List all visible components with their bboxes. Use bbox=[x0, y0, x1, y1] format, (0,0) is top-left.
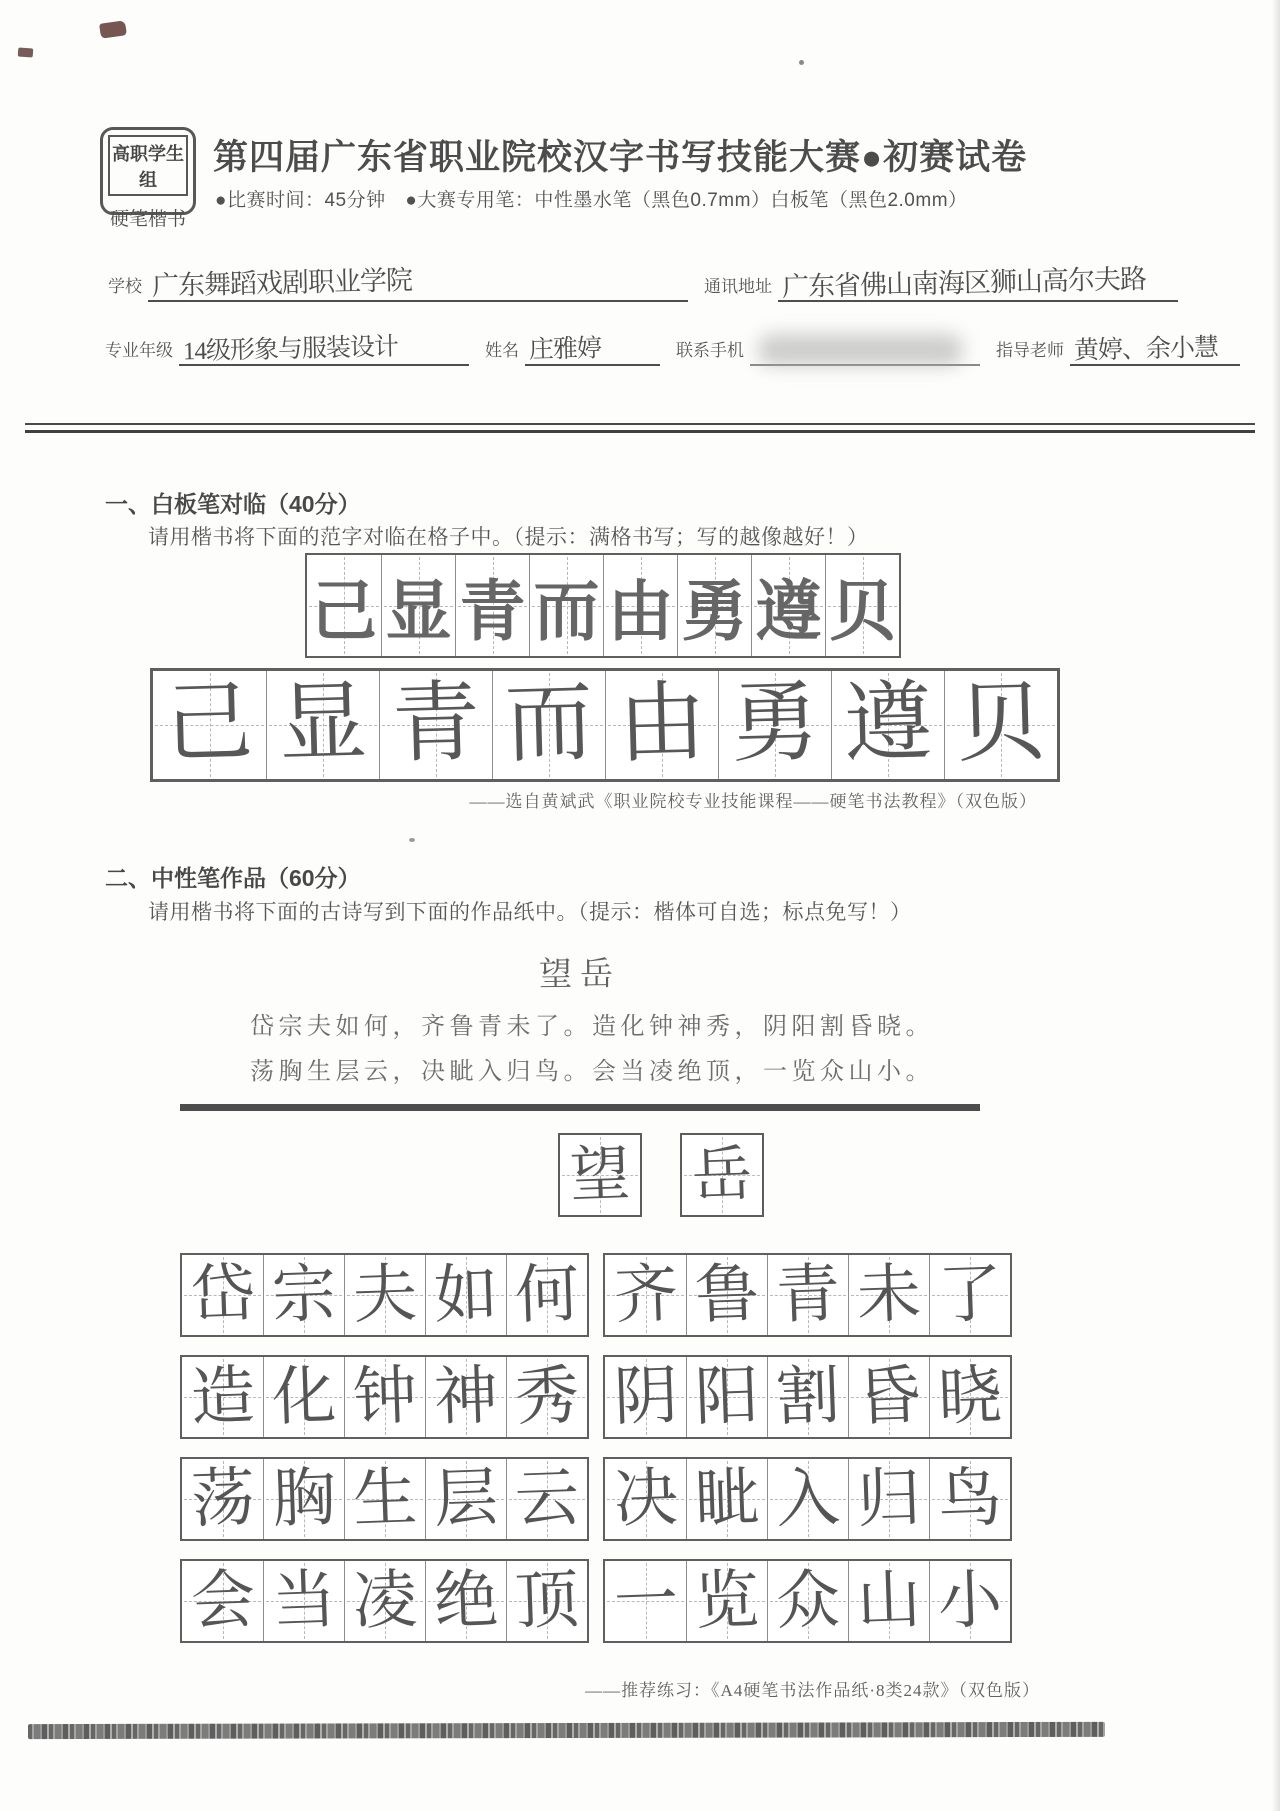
character: 青 bbox=[390, 674, 482, 775]
grid-cell bbox=[425, 1357, 506, 1437]
teacher-handwritten-value: 黄婷、余小慧 bbox=[1073, 333, 1219, 365]
grid-cell bbox=[686, 1357, 767, 1437]
work-grid-row2-right bbox=[603, 1355, 1012, 1439]
form-row-details bbox=[105, 316, 1235, 366]
character: 青 bbox=[774, 1257, 842, 1332]
footer-recommendation: ——推荐练习：《A4硬笔书法作品纸·8类24款》（双色版） bbox=[585, 1681, 1040, 1700]
work-grid-row3-right bbox=[603, 1457, 1012, 1541]
character: 一 bbox=[612, 1563, 679, 1638]
character: 何 bbox=[513, 1257, 581, 1332]
grid-cell bbox=[182, 1357, 263, 1437]
address-field bbox=[778, 264, 1178, 303]
grid-cell bbox=[680, 1133, 764, 1217]
grid-cell bbox=[266, 671, 379, 779]
grid-cell bbox=[686, 1459, 767, 1539]
teacher-label: 指导老师 bbox=[996, 341, 1064, 360]
grid-cell bbox=[677, 555, 751, 656]
character: 割 bbox=[774, 1359, 842, 1434]
grid-cell bbox=[529, 555, 603, 656]
character: 遵 bbox=[842, 674, 934, 775]
character: 而 bbox=[533, 576, 600, 649]
group-badge bbox=[100, 127, 196, 230]
phone-redacted-blur bbox=[758, 334, 963, 366]
character: 神 bbox=[432, 1359, 500, 1434]
character: 阳 bbox=[693, 1359, 761, 1434]
grid-cell bbox=[603, 555, 677, 656]
grid-cell bbox=[831, 671, 944, 779]
grid-cell bbox=[767, 1561, 848, 1641]
work-grid-row1-right bbox=[603, 1253, 1012, 1337]
character: 显 bbox=[277, 674, 369, 775]
grid-cell bbox=[182, 1459, 263, 1539]
grid-cell bbox=[848, 1255, 929, 1335]
grid-cell bbox=[751, 555, 825, 656]
character: 鲁 bbox=[693, 1257, 761, 1332]
character: 绝 bbox=[432, 1563, 500, 1638]
page-title: 第四届广东省职业院校汉字书写技能大赛●初赛试卷 bbox=[213, 138, 1028, 177]
style-label: 硬笔楷书 bbox=[109, 209, 186, 230]
character: 了 bbox=[936, 1257, 1004, 1332]
character: 顶 bbox=[513, 1563, 581, 1638]
page-subtitle bbox=[215, 185, 982, 212]
school-handwritten-value: 广东舞蹈戏剧职业学院 bbox=[151, 265, 413, 302]
character: 当 bbox=[270, 1563, 338, 1638]
address-handwritten-value: 广东省佛山南海区狮山高尔夫路 bbox=[781, 264, 1147, 303]
grid-cell bbox=[686, 1561, 767, 1641]
character: 如 bbox=[432, 1257, 500, 1332]
grid-cell bbox=[263, 1459, 344, 1539]
character: 众 bbox=[774, 1563, 842, 1638]
phone-field bbox=[750, 364, 980, 366]
grid-cell bbox=[605, 671, 718, 779]
school-field bbox=[148, 265, 688, 302]
character: 己 bbox=[164, 674, 255, 775]
grid-cell bbox=[929, 1459, 1010, 1539]
character: 层 bbox=[432, 1461, 500, 1536]
character: 鸟 bbox=[936, 1461, 1004, 1536]
phone-label: 联系手机 bbox=[676, 341, 744, 360]
character: 勇 bbox=[729, 674, 821, 775]
section1-heading: 一、白板笔对临（40分） bbox=[105, 491, 361, 517]
character: 凌 bbox=[351, 1563, 419, 1638]
character: 小 bbox=[936, 1563, 1004, 1638]
subtitle-time: ●比赛时间：45分钟 bbox=[215, 190, 386, 211]
grid-cell bbox=[767, 1357, 848, 1437]
address-label: 通讯地址 bbox=[704, 277, 772, 296]
character: 勇 bbox=[681, 576, 748, 649]
character: 阴 bbox=[612, 1359, 679, 1434]
grid-cell bbox=[825, 555, 899, 656]
source-attribution: ——选自黄斌武《职业院校专业技能课程——硬笔书法教程》（双色版） bbox=[469, 792, 1037, 811]
major-field bbox=[179, 333, 469, 367]
grid-cell bbox=[929, 1357, 1010, 1437]
character: 钟 bbox=[351, 1359, 419, 1434]
grid-cell bbox=[605, 1561, 686, 1641]
student-copy-grid bbox=[150, 668, 1060, 782]
character: 晓 bbox=[936, 1359, 1004, 1434]
grid-cell bbox=[686, 1255, 767, 1335]
work-grid-row2-left bbox=[180, 1355, 589, 1439]
grid-cell bbox=[307, 555, 381, 656]
character: 荡 bbox=[189, 1461, 256, 1536]
grid-cell bbox=[263, 1255, 344, 1335]
grid-cell bbox=[381, 555, 455, 656]
character: 显 bbox=[385, 576, 452, 649]
scan-noise-band bbox=[28, 1722, 1105, 1739]
character: 眦 bbox=[693, 1461, 761, 1536]
school-label: 学校 bbox=[108, 277, 142, 296]
major-label: 专业年级 bbox=[105, 341, 173, 360]
poem-line: 荡胸生层云，决眦入归鸟。会当凌绝顶，一览众山小。 bbox=[250, 1059, 934, 1085]
subtitle-pen: ●大赛专用笔：中性墨水笔（黑色0.7mm）白板笔（黑色2.0mm） bbox=[405, 190, 968, 211]
major-handwritten-value: 14级形象与服装设计 bbox=[182, 333, 399, 365]
section2-heading: 二、中性笔作品（60分） bbox=[105, 865, 361, 891]
character: 由 bbox=[616, 674, 708, 775]
section-divider-bar bbox=[180, 1104, 980, 1111]
character: 化 bbox=[270, 1359, 338, 1434]
grid-cell bbox=[944, 671, 1057, 779]
character: 贝 bbox=[829, 576, 896, 649]
character: 由 bbox=[607, 576, 674, 649]
character: 胸 bbox=[270, 1461, 338, 1536]
grid-cell bbox=[929, 1255, 1010, 1335]
scan-mark bbox=[18, 47, 34, 57]
character: 宗 bbox=[270, 1257, 338, 1332]
grid-cell bbox=[263, 1561, 344, 1641]
character: 望 bbox=[568, 1140, 632, 1210]
character: 决 bbox=[612, 1461, 679, 1536]
grid-cell bbox=[182, 1561, 263, 1641]
grid-cell bbox=[425, 1255, 506, 1335]
character: 会 bbox=[189, 1563, 256, 1638]
character: 未 bbox=[855, 1257, 923, 1332]
character: 遵 bbox=[755, 576, 822, 649]
grid-cell bbox=[492, 671, 605, 779]
poem-line: 岱宗夫如何，齐鲁青未了。造化钟神秀，阴阳割昏晓。 bbox=[250, 1014, 934, 1040]
character: 山 bbox=[855, 1563, 923, 1638]
model-characters-grid bbox=[305, 553, 901, 658]
grid-cell bbox=[558, 1133, 642, 1217]
name-label: 姓名 bbox=[485, 341, 519, 360]
grid-cell bbox=[506, 1357, 587, 1437]
work-grid-row4-left bbox=[180, 1559, 589, 1643]
grid-cell bbox=[153, 671, 266, 779]
grid-cell bbox=[848, 1459, 929, 1539]
grid-cell bbox=[344, 1561, 425, 1641]
grid-cell bbox=[506, 1459, 587, 1539]
character: 昏 bbox=[855, 1359, 923, 1434]
section2-instruction: 请用楷书将下面的古诗写到下面的作品纸中。（提示：楷体可自选；标点免写！） bbox=[148, 901, 912, 924]
grid-cell bbox=[718, 671, 831, 779]
grid-cell bbox=[379, 671, 492, 779]
grid-cell bbox=[344, 1255, 425, 1335]
character: 秀 bbox=[513, 1359, 581, 1434]
scan-mark bbox=[99, 20, 127, 38]
grid-cell bbox=[767, 1459, 848, 1539]
character: 岱 bbox=[189, 1257, 256, 1332]
grid-cell bbox=[425, 1459, 506, 1539]
character: 入 bbox=[774, 1461, 842, 1536]
grid-cell bbox=[848, 1357, 929, 1437]
character: 齐 bbox=[612, 1257, 679, 1332]
section1-instruction: 请用楷书将下面的范字对临在格子中。（提示：满格书写；写的越像越好！） bbox=[148, 526, 869, 549]
grid-cell bbox=[506, 1255, 587, 1335]
character: 己 bbox=[311, 576, 377, 649]
character: 夫 bbox=[351, 1257, 419, 1332]
character: 岳 bbox=[690, 1140, 754, 1210]
grid-cell bbox=[605, 1459, 686, 1539]
double-rule-divider bbox=[25, 423, 1255, 433]
grid-cell bbox=[605, 1357, 686, 1437]
grid-cell bbox=[848, 1561, 929, 1641]
work-grid-row4-right bbox=[603, 1559, 1012, 1643]
grid-cell bbox=[929, 1561, 1010, 1641]
character: 云 bbox=[513, 1461, 581, 1536]
grid-cell bbox=[767, 1255, 848, 1335]
poem-title: 望岳 bbox=[538, 956, 622, 994]
teacher-field bbox=[1070, 333, 1240, 367]
form-row-school-address bbox=[108, 242, 1218, 302]
character: 归 bbox=[855, 1461, 923, 1536]
character: 贝 bbox=[955, 674, 1047, 775]
grid-cell bbox=[344, 1357, 425, 1437]
name-field bbox=[525, 336, 660, 367]
grid-cell bbox=[506, 1561, 587, 1641]
name-handwritten-value: 庄雅婷 bbox=[528, 334, 602, 364]
grid-cell bbox=[605, 1255, 686, 1335]
character: 生 bbox=[351, 1461, 419, 1536]
scan-dot bbox=[799, 60, 804, 65]
grid-cell bbox=[455, 555, 529, 656]
character: 览 bbox=[693, 1563, 761, 1638]
grid-cell bbox=[425, 1561, 506, 1641]
work-title-boxes bbox=[558, 1133, 764, 1217]
grid-cell bbox=[263, 1357, 344, 1437]
work-grid-row1-left bbox=[180, 1253, 589, 1337]
character: 青 bbox=[459, 576, 526, 649]
grid-cell bbox=[182, 1255, 263, 1335]
grid-cell bbox=[344, 1459, 425, 1539]
work-grid-row3-left bbox=[180, 1457, 589, 1541]
scan-dot bbox=[409, 838, 415, 842]
group-label: 高职学生组 bbox=[108, 135, 188, 196]
character: 造 bbox=[189, 1359, 256, 1434]
character: 而 bbox=[503, 674, 595, 775]
